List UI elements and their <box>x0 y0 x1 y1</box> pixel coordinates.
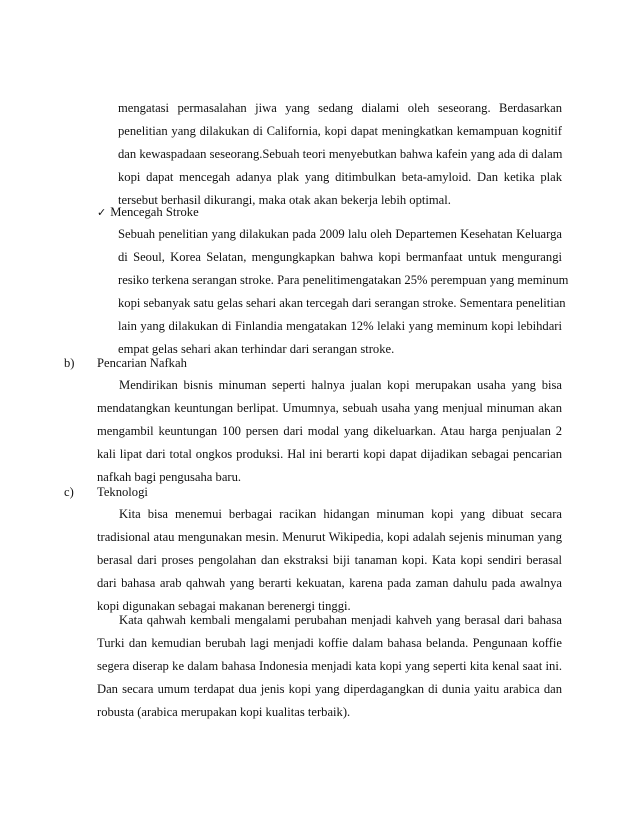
bullet-heading: Mencegah Stroke <box>110 205 199 219</box>
list-marker-c: c) <box>64 485 74 499</box>
text-line: berasal dari proses pengolahan dan ekstraksi biji tanaman kopi. Kata kopi sendiri berasal <box>97 553 562 567</box>
text-line: tradisional atau mengunakan mesin. Menurut Wikipedia, kopi adalah sejenis minuman yang <box>97 530 562 544</box>
text-line: Kata qahwah kembali mengalami perubahan menjadi kahveh yang berasal dari bahasa <box>119 613 562 627</box>
text-line: kopi sebanyak satu gelas sehari akan tercegah dari serangan stroke. Sementara penelitian <box>118 296 566 310</box>
bullet-mencegah-stroke <box>97 201 199 224</box>
paragraph-teknologi-2 <box>97 609 562 724</box>
text-line: segera diserap ke dalam bahasa Indonesia menjadi kata kopi yang seperti kita kenal saat ini. <box>97 659 562 673</box>
text-line: robusta (arabica merupakan kopi kualitas terbaik). <box>97 705 351 719</box>
text-line: Sebuah penelitian yang dilakukan pada 2009 lalu oleh Departemen Kesehatan Keluarga <box>118 227 562 241</box>
text-line: kali lipat dari total ongkos produksi. Hal ini berarti kopi dapat dijadikan sebagai pencarian <box>97 447 562 461</box>
text-line: mengatasi permasalahan jiwa yang sedang dialami oleh seseorang. Berdasarkan <box>118 101 562 115</box>
text-line: dan kewaspadaan seseorang.Sebuah teori menyebutkan bahwa kafein yang ada di dalam <box>118 147 563 161</box>
text-line: Mendirikan bisnis minuman seperti halnya jualan kopi merupakan usaha yang bisa <box>119 378 562 392</box>
paragraph-cognitive <box>118 97 562 212</box>
text-line: empat gelas sehari akan terhindar dari serangan stroke. <box>118 342 395 356</box>
section-heading-pencarian-nafkah: Pencarian Nafkah <box>97 356 187 370</box>
paragraph-teknologi-1 <box>97 503 562 618</box>
text-line: kopi dapat mencegah adanya plak yang ditimbulkan beta-amyloid. Dan ketika plak <box>118 170 562 184</box>
text-line: penelitian yang dilakukan di California, kopi dapat meningkatkan kemampuan kognitif <box>118 124 562 138</box>
text-line: dari bahasa arab qahwah yang berarti kekuatan, karena pada zaman dahulu pada awalnya <box>97 576 562 590</box>
text-line: Dan secara umum terdapat dua jenis kopi yang diperdagangkan di dunia yaitu arabica dan <box>97 682 562 696</box>
text-line: tersebut berhasil dikurangi, maka otak akan bekerja lebih optimal. <box>118 193 451 207</box>
paragraph-stroke <box>118 223 569 361</box>
text-line: resiko terkena serangan stroke. Para penelitimengatakan 25% perempuan yang meminum <box>118 273 569 287</box>
list-marker-b: b) <box>64 356 75 370</box>
text-line: Turki dan kemudian berubah lagi menjadi koffie dalam bahasa belanda. Pengunaan koffie <box>97 636 562 650</box>
text-line: di Seoul, Korea Selatan, mengungkapkan bahwa kopi bermanfaat untuk mengurangi <box>118 250 562 264</box>
text-line: mendatangkan keuntungan berlipat. Umumnya, sebuah usaha yang menjual minuman akan <box>97 401 562 415</box>
text-line: nafkah bagi pengusaha baru. <box>97 470 242 484</box>
text-line: kopi digunakan sebagai makanan berenergi tinggi. <box>97 599 351 613</box>
text-line: lain yang dilakukan di Finlandia mengatakan 12% lelaki yang meminum kopi lebihdari <box>118 319 562 333</box>
text-line: Kita bisa menemui berbagai racikan hidangan minuman kopi yang dibuat secara <box>119 507 562 521</box>
section-heading-teknologi: Teknologi <box>97 485 148 499</box>
paragraph-nafkah <box>97 374 562 489</box>
text-line: mengambil keuntungan 100 persen dari modal yang dikeluarkan. Atau harga penjualan 2 <box>97 424 562 438</box>
checkmark-icon: ✓ <box>97 206 107 219</box>
